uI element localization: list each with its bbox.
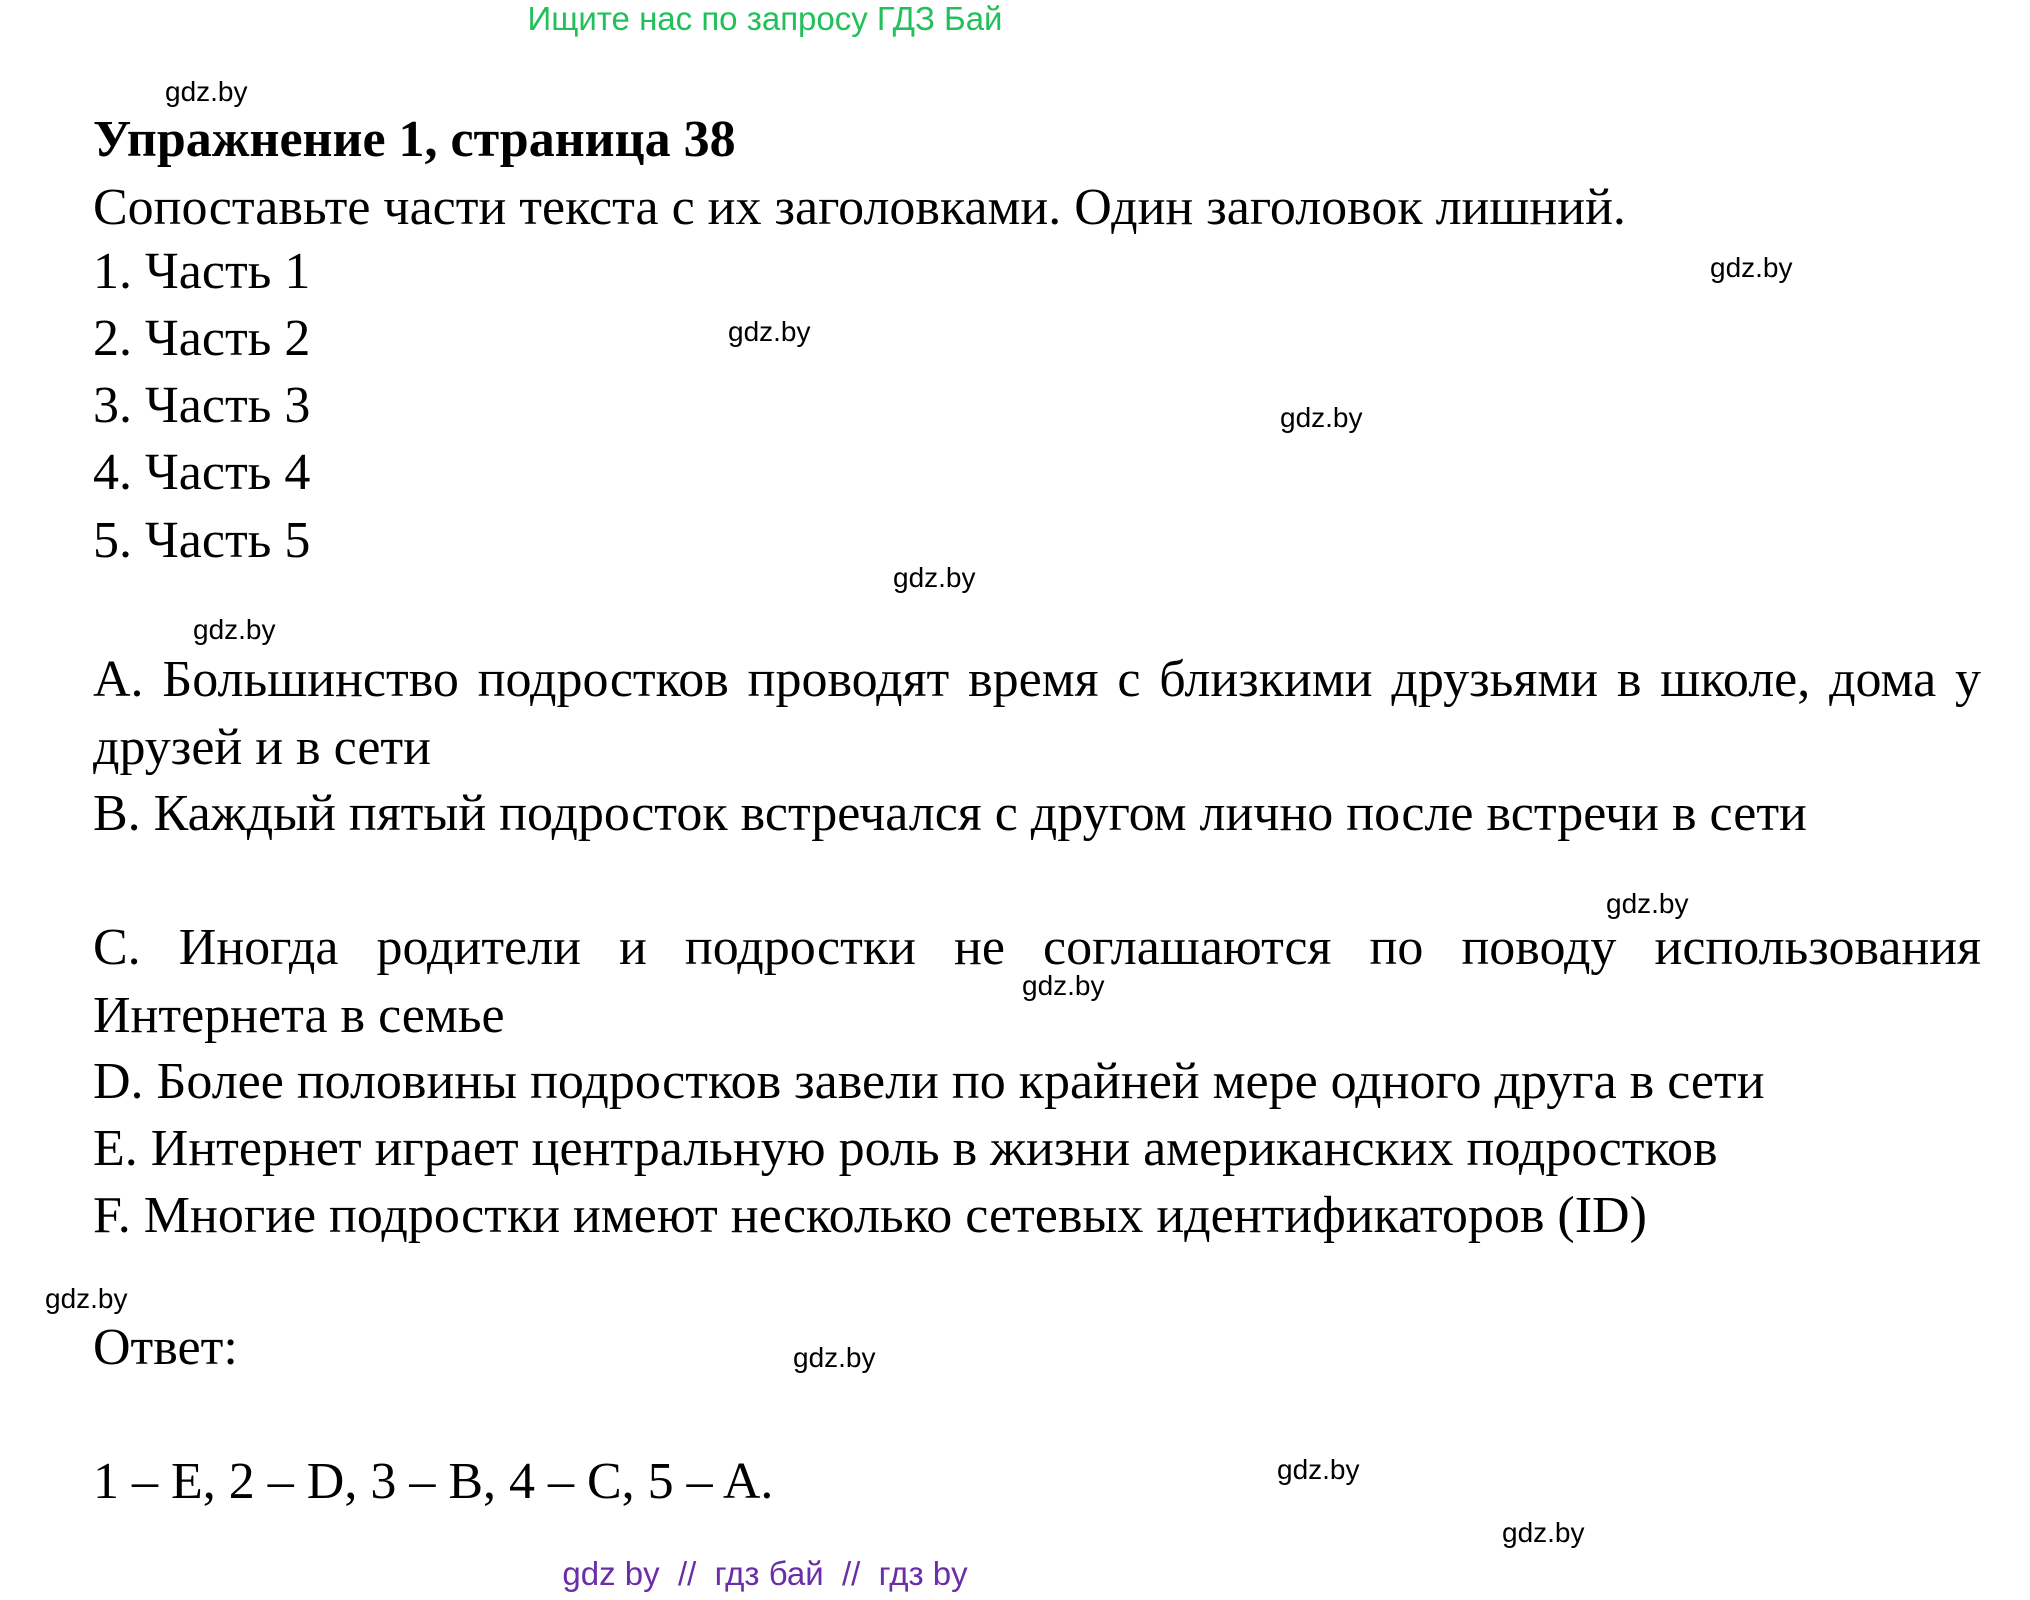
part-item: 5. Часть 5 [93,512,311,569]
part-item: 3. Часть 3 [93,377,311,434]
watermark: gdz.by [1022,970,1105,1001]
heading-option: E. Интернет играет центральную роль в жизни американских подростков [93,1120,1718,1177]
answer-label: Ответ: [93,1319,238,1376]
watermark: gdz.by [793,1342,876,1373]
heading-option: B. Каждый пятый подросток встречался с другом лично после встречи в сети [93,785,1807,842]
watermark: gdz.by [193,614,276,645]
watermark: gdz.by [893,562,976,593]
answer-text: 1 – E, 2 – D, 3 – B, 4 – C, 5 – A. [93,1453,774,1510]
exercise-instruction: Сопоставьте части текста с их заголовками. Один заголовок лишний. [93,179,1626,236]
heading-option: A. Большинство подростков проводят время с близкими друзьями в школе, дома у друзей и в сети [93,651,1981,776]
watermark: gdz.by [165,76,248,107]
heading-option: D. Более половины подростков завели по крайней мере одного друга в сети [93,1053,1765,1110]
heading-option: F. Многие подростки имеют несколько сетевых идентификаторов (ID) [93,1187,1647,1244]
watermark: gdz.by [1606,888,1689,919]
watermark: gdz.by [1280,402,1363,433]
footer-links: gdz by // гдз бай // гдз by [562,1555,968,1592]
exercise-title: Упражнение 1, страница 38 [93,111,736,168]
watermark: gdz.by [728,316,811,347]
part-item: 4. Часть 4 [93,444,311,501]
top-search-banner: Ищите нас по запросу ГДЗ Бай [527,0,1003,37]
part-item: 2. Часть 2 [93,310,311,367]
heading-option: C. Иногда родители и подростки не соглашаются по поводу использования Интернета в семье [93,919,1981,1044]
watermark: gdz.by [1277,1454,1360,1485]
watermark: gdz.by [1502,1517,1585,1548]
watermark: gdz.by [1710,252,1793,283]
watermark: gdz.by [45,1283,128,1314]
part-item: 1. Часть 1 [93,243,311,300]
